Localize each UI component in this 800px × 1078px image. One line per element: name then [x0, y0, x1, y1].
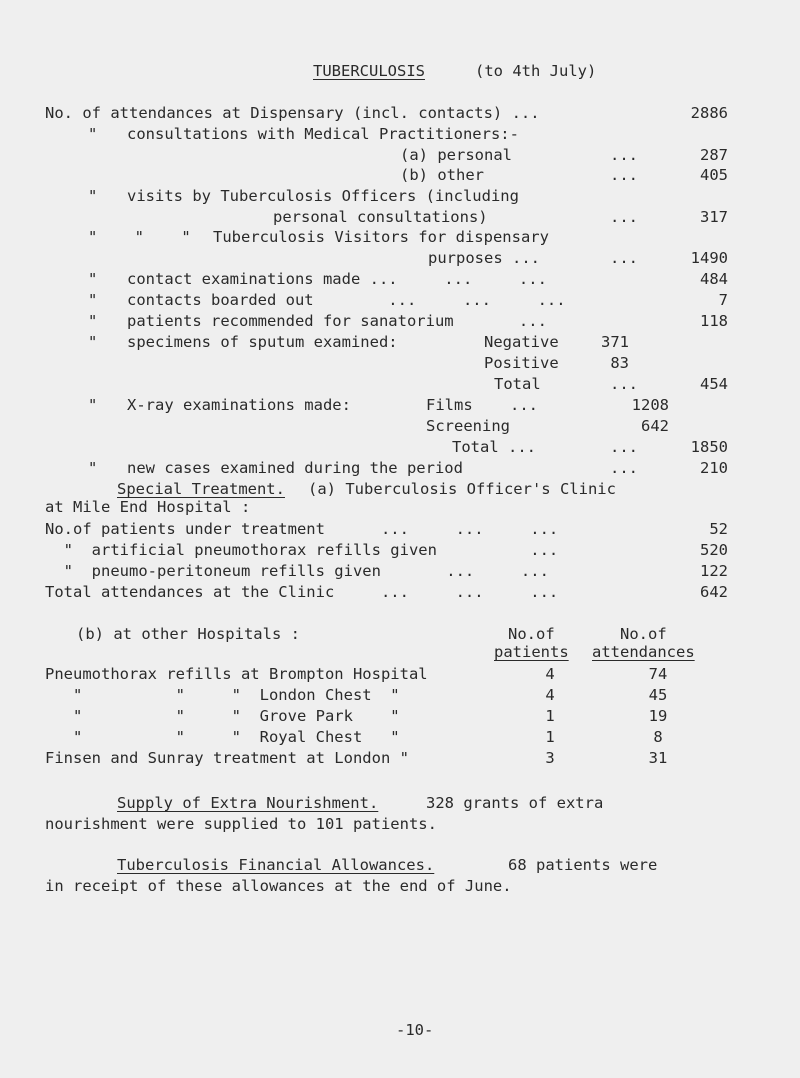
visits-officers-line1: visits by Tuberculosis Officers (including — [127, 187, 519, 205]
hospital-row-label: Pneumothorax refills at Brompton Hospital — [45, 665, 428, 683]
visits-visitors-value: 1490 — [690, 249, 728, 267]
ditto-mark: " — [88, 333, 98, 351]
leader-dots: ... — [610, 146, 638, 164]
xray-total-value: 1850 — [690, 438, 728, 456]
clinic-row-value: 642 — [700, 583, 728, 601]
special-treatment-heading: Special Treatment. — [117, 480, 285, 498]
ditto-mark: " — [88, 291, 98, 309]
clinic-row-value: 520 — [700, 541, 728, 559]
hospital-row-attendances: 31 — [648, 749, 668, 767]
ditto-mark: " — [88, 187, 98, 205]
visits-officers-value: 317 — [700, 208, 728, 226]
hospital-row-attendances: 8 — [653, 728, 663, 746]
sanatorium-value: 118 — [700, 312, 728, 330]
xray-total-label: Total ... — [452, 438, 536, 456]
xray-films-label: Films ... — [426, 396, 538, 414]
col-patients-line2: patients — [494, 643, 569, 661]
hospital-row-attendances: 19 — [648, 707, 668, 725]
leader-dots: ... — [610, 208, 638, 226]
leader-dots: ... — [610, 375, 638, 393]
allowances-line1-rest: 68 patients were — [508, 856, 658, 874]
consult-other-value: 405 — [700, 166, 728, 184]
consultations-label: consultations with Medical Practitioners:- — [127, 125, 519, 143]
hospital-row-patients: 1 — [545, 707, 555, 725]
page-number: -10- — [396, 1021, 434, 1039]
consult-personal-value: 287 — [700, 146, 728, 164]
clinic-row-value: 122 — [700, 562, 728, 580]
allowances-heading: Tuberculosis Financial Allowances. — [117, 856, 435, 874]
clinic-row-label: No.of patients under treatment ... ... ... — [45, 520, 559, 538]
leader-dots: ... — [610, 166, 638, 184]
ditto-mark: " — [88, 459, 98, 477]
leader-dots: ... — [610, 459, 638, 477]
other-hospitals-intro: (b) at other Hospitals : — [76, 625, 300, 643]
ditto-mark: " — [88, 270, 98, 288]
visits-officers-line2: personal consultations) — [273, 208, 488, 226]
attendances-label: No. of attendances at Dispensary (incl. contacts) ... — [45, 104, 540, 122]
consult-other-label: (b) other — [400, 166, 484, 184]
visits-visitors-line2: purposes ... — [428, 249, 540, 267]
leader-dots: ... — [610, 249, 638, 267]
col-attendances-line1: No.of — [620, 625, 667, 643]
xray-screening-value: 642 — [641, 417, 669, 435]
allowances-line2: in receipt of these allowances at the end of June. — [45, 877, 512, 895]
sputum-total-label: Total — [494, 375, 541, 393]
ditto-mark: " " " — [88, 228, 191, 246]
hospital-row-label: Finsen and Sunray treatment at London " — [45, 749, 409, 767]
ditto-mark: " — [88, 312, 98, 330]
xray-label: X-ray examinations made: — [127, 396, 351, 414]
hospital-row-patients: 4 — [545, 665, 555, 683]
clinic-row-value: 52 — [709, 520, 728, 538]
attendances-value: 2886 — [690, 104, 728, 122]
sputum-positive-label: Positive — [484, 354, 559, 372]
sputum-total-value: 454 — [700, 375, 728, 393]
hospital-row-patients: 3 — [545, 749, 555, 767]
ditto-mark: " — [88, 125, 98, 143]
contact-exams-value: 484 — [700, 270, 728, 288]
sputum-negative-label: Negative — [484, 333, 559, 351]
ditto-mark: " — [88, 396, 98, 414]
nourishment-line1-rest: 328 grants of extra — [426, 794, 604, 812]
clinic-row-label: " artificial pneumothorax refills given ... — [45, 541, 559, 559]
contact-exams-label: contact examinations made ... ... ... — [127, 270, 547, 288]
visits-visitors-line1: Tuberculosis Visitors for dispensary — [213, 228, 549, 246]
contacts-boarded-label: contacts boarded out ... ... ... — [127, 291, 566, 309]
special-treatment-intro-line1: (a) Tuberculosis Officer's Clinic — [308, 480, 616, 498]
new-cases-value: 210 — [700, 459, 728, 477]
contacts-boarded-value: 7 — [718, 291, 728, 309]
sputum-negative-value: 371 — [601, 333, 629, 351]
hospital-row-label: " " " Royal Chest " — [45, 728, 400, 746]
section-subtitle: (to 4th July) — [475, 62, 597, 80]
hospital-row-label: " " " Grove Park " — [45, 707, 400, 725]
clinic-row-label: " pneumo-peritoneum refills given ... ... — [45, 562, 549, 580]
xray-films-value: 1208 — [631, 396, 669, 414]
consult-personal-label: (a) personal — [400, 146, 512, 164]
hospital-row-label: " " " London Chest " — [45, 686, 400, 704]
leader-dots: ... — [610, 438, 638, 456]
special-treatment-intro-line2: at Mile End Hospital : — [45, 498, 251, 516]
sanatorium-label: patients recommended for sanatorium ... — [127, 312, 547, 330]
nourishment-heading: Supply of Extra Nourishment. — [117, 794, 379, 812]
col-patients-line1: No.of — [508, 625, 555, 643]
hospital-row-patients: 4 — [545, 686, 555, 704]
hospital-row-attendances: 74 — [648, 665, 668, 683]
sputum-label: specimens of sputum examined: — [127, 333, 398, 351]
sputum-positive-value: 83 — [610, 354, 629, 372]
col-attendances-line2: attendances — [592, 643, 695, 661]
clinic-row-label: Total attendances at the Clinic ... ... ... — [45, 583, 559, 601]
xray-screening-label: Screening — [426, 417, 510, 435]
hospital-row-attendances: 45 — [648, 686, 668, 704]
hospital-row-patients: 1 — [545, 728, 555, 746]
nourishment-line2: nourishment were supplied to 101 patients. — [45, 815, 437, 833]
section-title: TUBERCULOSIS — [313, 62, 425, 80]
new-cases-label: new cases examined during the period — [127, 459, 463, 477]
